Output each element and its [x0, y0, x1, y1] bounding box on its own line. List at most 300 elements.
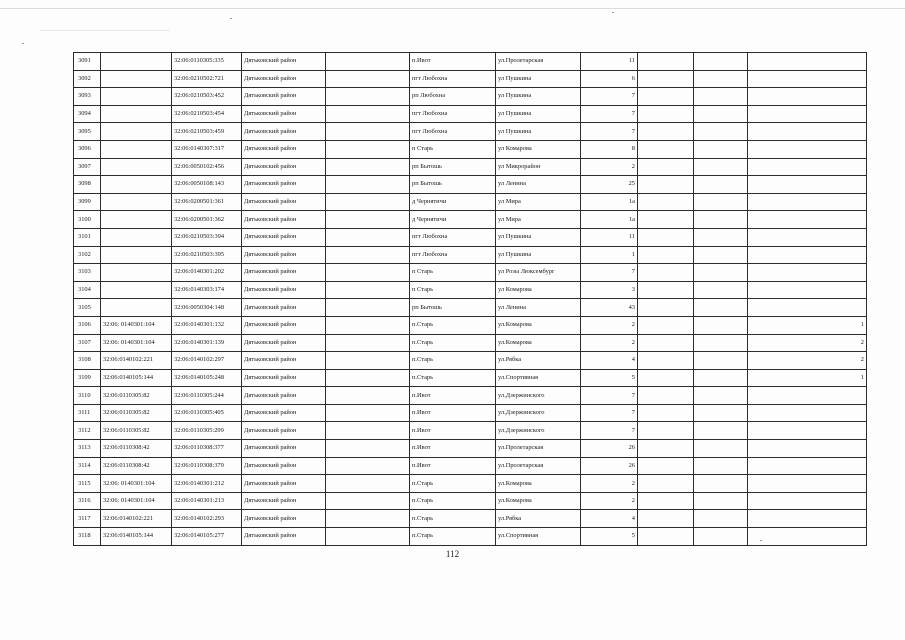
row-number: 3115	[74, 475, 101, 493]
empty-cell	[694, 316, 748, 334]
empty-cell	[326, 457, 410, 475]
settlement: рп Бытошь	[410, 158, 496, 176]
street: ул.Комарова	[496, 316, 581, 334]
apartment-number	[748, 176, 867, 194]
district: Дятьковский район	[242, 299, 326, 317]
empty-cell	[694, 299, 748, 317]
settlement: п Старь	[410, 281, 496, 299]
empty-cell	[326, 246, 410, 264]
street: ул.Комарова	[496, 492, 581, 510]
empty-cell	[638, 369, 694, 387]
house-number: 2	[581, 492, 638, 510]
parent-cadastral-number	[101, 105, 172, 123]
house-number: 25	[581, 176, 638, 194]
house-number: 11	[581, 228, 638, 246]
parent-cadastral-number	[101, 211, 172, 229]
house-number: 7	[581, 422, 638, 440]
row-number: 3100	[74, 211, 101, 229]
cadastral-number: 32:06:0050108:143	[172, 176, 242, 194]
apartment-number	[748, 53, 867, 71]
settlement: рп Любохна	[410, 88, 496, 106]
settlement: п.Ивот	[410, 404, 496, 422]
cadastral-number: 32:06:0110305:335	[172, 53, 242, 71]
settlement: пгт Любохна	[410, 123, 496, 141]
house-number: 7	[581, 123, 638, 141]
district: Дятьковский район	[242, 457, 326, 475]
empty-cell	[326, 176, 410, 194]
parent-cadastral-number	[101, 158, 172, 176]
apartment-number	[748, 264, 867, 282]
street: ул Пушкина	[496, 228, 581, 246]
settlement: рп Бытошь	[410, 176, 496, 194]
row-number: 3116	[74, 492, 101, 510]
apartment-number	[748, 492, 867, 510]
settlement: п.Старь	[410, 510, 496, 528]
table-row	[74, 299, 867, 317]
house-number: 4	[581, 352, 638, 370]
parent-cadastral-number	[101, 228, 172, 246]
district: Дятьковский район	[242, 492, 326, 510]
settlement: пгт Любохна	[410, 70, 496, 88]
parent-cadastral-number: 32:06:0140105:144	[101, 528, 172, 546]
street: ул Мира	[496, 193, 581, 211]
street: ул Пушкина	[496, 246, 581, 264]
street: ул Пушкина	[496, 105, 581, 123]
street: ул.Спортивная	[496, 528, 581, 546]
cadastral-number: 32:06:0140303:174	[172, 281, 242, 299]
empty-cell	[638, 281, 694, 299]
table-row	[74, 158, 867, 176]
parent-cadastral-number	[101, 176, 172, 194]
scan-artifact-line	[0, 8, 905, 9]
street: ул Мира	[496, 211, 581, 229]
cadastral-number: 32:06:0140102:297	[172, 352, 242, 370]
table-row	[74, 105, 867, 123]
district: Дятьковский район	[242, 211, 326, 229]
street: ул.Спортивная	[496, 369, 581, 387]
parent-cadastral-number	[101, 281, 172, 299]
empty-cell	[694, 140, 748, 158]
cadastral-number: 32:06:0140102:293	[172, 510, 242, 528]
street: ул.Комарова	[496, 334, 581, 352]
house-number: 2	[581, 316, 638, 334]
empty-cell	[638, 457, 694, 475]
district: Дятьковский район	[242, 105, 326, 123]
settlement: п.Ивот	[410, 457, 496, 475]
cadastral-number: 32:06:0140301:202	[172, 264, 242, 282]
empty-cell	[638, 158, 694, 176]
street: ул Микрорайон	[496, 158, 581, 176]
empty-cell	[638, 176, 694, 194]
apartment-number	[748, 387, 867, 405]
table-row	[74, 475, 867, 493]
parent-cadastral-number	[101, 299, 172, 317]
row-number: 3112	[74, 422, 101, 440]
empty-cell	[326, 88, 410, 106]
empty-cell	[326, 140, 410, 158]
empty-cell	[638, 228, 694, 246]
empty-cell	[326, 193, 410, 211]
settlement: п Старь	[410, 140, 496, 158]
cadastral-number: 32:06:0110308:377	[172, 440, 242, 458]
street: ул.Рябка	[496, 352, 581, 370]
empty-cell	[326, 228, 410, 246]
settlement: п.Ивот	[410, 422, 496, 440]
house-number: 11	[581, 53, 638, 71]
empty-cell	[638, 70, 694, 88]
empty-cell	[638, 492, 694, 510]
empty-cell	[638, 404, 694, 422]
apartment-number	[748, 281, 867, 299]
empty-cell	[326, 299, 410, 317]
settlement: п.Старь	[410, 352, 496, 370]
district: Дятьковский район	[242, 246, 326, 264]
table-row	[74, 316, 867, 334]
table-row	[74, 281, 867, 299]
empty-cell	[694, 510, 748, 528]
street: ул Комарова	[496, 281, 581, 299]
parent-cadastral-number	[101, 140, 172, 158]
empty-cell	[326, 422, 410, 440]
parent-cadastral-number	[101, 246, 172, 264]
row-number: 3091	[74, 53, 101, 71]
empty-cell	[326, 334, 410, 352]
empty-cell	[638, 105, 694, 123]
cadastral-number: 32:06:0210503:394	[172, 228, 242, 246]
parent-cadastral-number: 32:06:0140102:221	[101, 352, 172, 370]
street: ул.Дзержинского	[496, 387, 581, 405]
house-number: 1а	[581, 193, 638, 211]
house-number: 1	[581, 246, 638, 264]
empty-cell	[638, 422, 694, 440]
table-row	[74, 53, 867, 71]
table-row	[74, 140, 867, 158]
house-number: 7	[581, 404, 638, 422]
empty-cell	[694, 281, 748, 299]
house-number: 6	[581, 70, 638, 88]
table-row	[74, 352, 867, 370]
table-row	[74, 404, 867, 422]
parent-cadastral-number: 32:06: 0140301:104	[101, 334, 172, 352]
apartment-number: 1	[748, 369, 867, 387]
house-number: 2	[581, 158, 638, 176]
street: ул Ленина	[496, 176, 581, 194]
empty-cell	[326, 316, 410, 334]
parent-cadastral-number	[101, 88, 172, 106]
table-row	[74, 369, 867, 387]
parent-cadastral-number: 32:06:0110305:82	[101, 387, 172, 405]
cadastral-number: 32:06:0110308:379	[172, 457, 242, 475]
parent-cadastral-number: 32:06:0110308:42	[101, 457, 172, 475]
settlement: д Чернятичи	[410, 211, 496, 229]
house-number: 4	[581, 510, 638, 528]
empty-cell	[326, 440, 410, 458]
empty-cell	[694, 246, 748, 264]
empty-cell	[638, 352, 694, 370]
empty-cell	[694, 404, 748, 422]
cadastral-number: 32:06:0110305:405	[172, 404, 242, 422]
row-number: 3108	[74, 352, 101, 370]
row-number: 3114	[74, 457, 101, 475]
empty-cell	[694, 422, 748, 440]
empty-cell	[638, 88, 694, 106]
district: Дятьковский район	[242, 369, 326, 387]
empty-cell	[638, 246, 694, 264]
settlement: д Чернятичи	[410, 193, 496, 211]
empty-cell	[694, 158, 748, 176]
empty-cell	[694, 264, 748, 282]
district: Дятьковский район	[242, 228, 326, 246]
street: ул Ленина	[496, 299, 581, 317]
apartment-number	[748, 123, 867, 141]
district: Дятьковский район	[242, 387, 326, 405]
empty-cell	[694, 387, 748, 405]
apartment-number	[748, 105, 867, 123]
settlement: п Старь	[410, 264, 496, 282]
settlement: п.Старь	[410, 528, 496, 546]
table-row	[74, 88, 867, 106]
registry-body	[74, 53, 867, 546]
apartment-number	[748, 246, 867, 264]
street: ул Пушкина	[496, 88, 581, 106]
district: Дятьковский район	[242, 316, 326, 334]
house-number: 8	[581, 140, 638, 158]
settlement: п.Старь	[410, 369, 496, 387]
empty-cell	[326, 475, 410, 493]
house-number: 7	[581, 264, 638, 282]
house-number: 5	[581, 369, 638, 387]
apartment-number	[748, 440, 867, 458]
street: ул.Пролетарская	[496, 53, 581, 71]
table-row	[74, 176, 867, 194]
empty-cell	[694, 457, 748, 475]
row-number: 3099	[74, 193, 101, 211]
settlement: п.Старь	[410, 492, 496, 510]
table-row	[74, 422, 867, 440]
page-number: 112	[445, 549, 460, 559]
apartment-number	[748, 457, 867, 475]
cadastral-number: 32:06:0140307:317	[172, 140, 242, 158]
table-row	[74, 246, 867, 264]
cadastral-number: 32:06:0050102:456	[172, 158, 242, 176]
empty-cell	[638, 387, 694, 405]
empty-cell	[694, 369, 748, 387]
street: ул Комарова	[496, 140, 581, 158]
empty-cell	[638, 316, 694, 334]
apartment-number	[748, 475, 867, 493]
street: ул Пушкина	[496, 123, 581, 141]
parent-cadastral-number: 32:06: 0140301:104	[101, 492, 172, 510]
settlement: пгт Любохна	[410, 228, 496, 246]
parent-cadastral-number	[101, 193, 172, 211]
row-number: 3097	[74, 158, 101, 176]
apartment-number	[748, 211, 867, 229]
cadastral-number: 32:06:0050304:148	[172, 299, 242, 317]
cadastral-number: 32:06:0140301:213	[172, 492, 242, 510]
empty-cell	[638, 140, 694, 158]
row-number: 3109	[74, 369, 101, 387]
cadastral-number: 32:06:0140301:132	[172, 316, 242, 334]
table-row	[74, 334, 867, 352]
settlement: п.Ивот	[410, 53, 496, 71]
empty-cell	[638, 510, 694, 528]
scan-speck	[230, 18, 232, 19]
apartment-number	[748, 70, 867, 88]
apartment-number	[748, 158, 867, 176]
row-number: 3098	[74, 176, 101, 194]
house-number: 26	[581, 457, 638, 475]
empty-cell	[326, 158, 410, 176]
empty-cell	[638, 264, 694, 282]
house-number: 5	[581, 528, 638, 546]
empty-cell	[694, 528, 748, 546]
apartment-number	[748, 228, 867, 246]
parent-cadastral-number	[101, 264, 172, 282]
district: Дятьковский район	[242, 528, 326, 546]
district: Дятьковский район	[242, 88, 326, 106]
district: Дятьковский район	[242, 53, 326, 71]
table-row	[74, 264, 867, 282]
row-number: 3118	[74, 528, 101, 546]
empty-cell	[694, 105, 748, 123]
street: ул Розы Люксембург	[496, 264, 581, 282]
district: Дятьковский район	[242, 70, 326, 88]
empty-cell	[638, 299, 694, 317]
table-row	[74, 457, 867, 475]
district: Дятьковский район	[242, 123, 326, 141]
row-number: 3113	[74, 440, 101, 458]
empty-cell	[326, 492, 410, 510]
cadastral-number: 32:06:0210503:454	[172, 105, 242, 123]
scan-speck	[612, 12, 614, 13]
parent-cadastral-number	[101, 123, 172, 141]
empty-cell	[638, 193, 694, 211]
empty-cell	[638, 440, 694, 458]
empty-cell	[326, 352, 410, 370]
settlement: пгт Любохна	[410, 105, 496, 123]
empty-cell	[694, 492, 748, 510]
empty-cell	[694, 193, 748, 211]
empty-cell	[638, 334, 694, 352]
row-number: 3093	[74, 88, 101, 106]
settlement: пгт Любохна	[410, 246, 496, 264]
parent-cadastral-number: 32:06:0110308:42	[101, 440, 172, 458]
house-number: 3	[581, 281, 638, 299]
district: Дятьковский район	[242, 440, 326, 458]
empty-cell	[638, 528, 694, 546]
settlement: п.Старь	[410, 475, 496, 493]
row-number: 3092	[74, 70, 101, 88]
empty-cell	[326, 123, 410, 141]
table-row	[74, 528, 867, 546]
empty-cell	[326, 105, 410, 123]
table-row	[74, 510, 867, 528]
empty-cell	[326, 369, 410, 387]
district: Дятьковский район	[242, 404, 326, 422]
row-number: 3111	[74, 404, 101, 422]
cadastral-number: 32:06:0110305:244	[172, 387, 242, 405]
district: Дятьковский район	[242, 334, 326, 352]
row-number: 3110	[74, 387, 101, 405]
empty-cell	[694, 53, 748, 71]
row-number: 3095	[74, 123, 101, 141]
house-number: 7	[581, 105, 638, 123]
district: Дятьковский район	[242, 510, 326, 528]
street: ул.Комарова	[496, 475, 581, 493]
empty-cell	[326, 404, 410, 422]
apartment-number	[748, 193, 867, 211]
empty-cell	[638, 53, 694, 71]
table-row	[74, 193, 867, 211]
parent-cadastral-number	[101, 70, 172, 88]
empty-cell	[326, 510, 410, 528]
scan-artifact-line	[40, 30, 170, 31]
cadastral-number: 32:06:0140105:277	[172, 528, 242, 546]
row-number: 3096	[74, 140, 101, 158]
empty-cell	[694, 176, 748, 194]
registry-table	[73, 52, 867, 546]
apartment-number: 2	[748, 334, 867, 352]
empty-cell	[694, 70, 748, 88]
row-number: 3102	[74, 246, 101, 264]
empty-cell	[694, 440, 748, 458]
row-number: 3105	[74, 299, 101, 317]
district: Дятьковский район	[242, 158, 326, 176]
house-number: 2	[581, 475, 638, 493]
apartment-number	[748, 299, 867, 317]
row-number: 3106	[74, 316, 101, 334]
table-row	[74, 228, 867, 246]
house-number: 7	[581, 88, 638, 106]
empty-cell	[326, 70, 410, 88]
row-number: 3117	[74, 510, 101, 528]
apartment-number	[748, 422, 867, 440]
street: ул Пушкина	[496, 70, 581, 88]
empty-cell	[326, 211, 410, 229]
empty-cell	[638, 211, 694, 229]
row-number: 3094	[74, 105, 101, 123]
empty-cell	[694, 334, 748, 352]
cadastral-number: 32:06:0210502:721	[172, 70, 242, 88]
apartment-number	[748, 510, 867, 528]
apartment-number	[748, 88, 867, 106]
house-number: 26	[581, 440, 638, 458]
settlement: п.Старь	[410, 316, 496, 334]
parent-cadastral-number: 32:06: 0140301:104	[101, 475, 172, 493]
street: ул.Рябка	[496, 510, 581, 528]
scan-speck	[22, 43, 24, 44]
empty-cell	[326, 264, 410, 282]
table-row	[74, 492, 867, 510]
parent-cadastral-number: 32:06:0140105:144	[101, 369, 172, 387]
empty-cell	[694, 352, 748, 370]
empty-cell	[694, 211, 748, 229]
parent-cadastral-number: 32:06:0140102:221	[101, 510, 172, 528]
settlement: рп Бытошь	[410, 299, 496, 317]
settlement: п.Ивот	[410, 440, 496, 458]
cadastral-number: 32:06:0140301:212	[172, 475, 242, 493]
apartment-number	[748, 404, 867, 422]
district: Дятьковский район	[242, 352, 326, 370]
house-number: 1а	[581, 211, 638, 229]
empty-cell	[694, 88, 748, 106]
cadastral-number: 32:06:0200501:362	[172, 211, 242, 229]
empty-cell	[638, 123, 694, 141]
cadastral-number: 32:06:0210503:459	[172, 123, 242, 141]
table-row	[74, 123, 867, 141]
row-number: 3103	[74, 264, 101, 282]
apartment-number: 1	[748, 316, 867, 334]
